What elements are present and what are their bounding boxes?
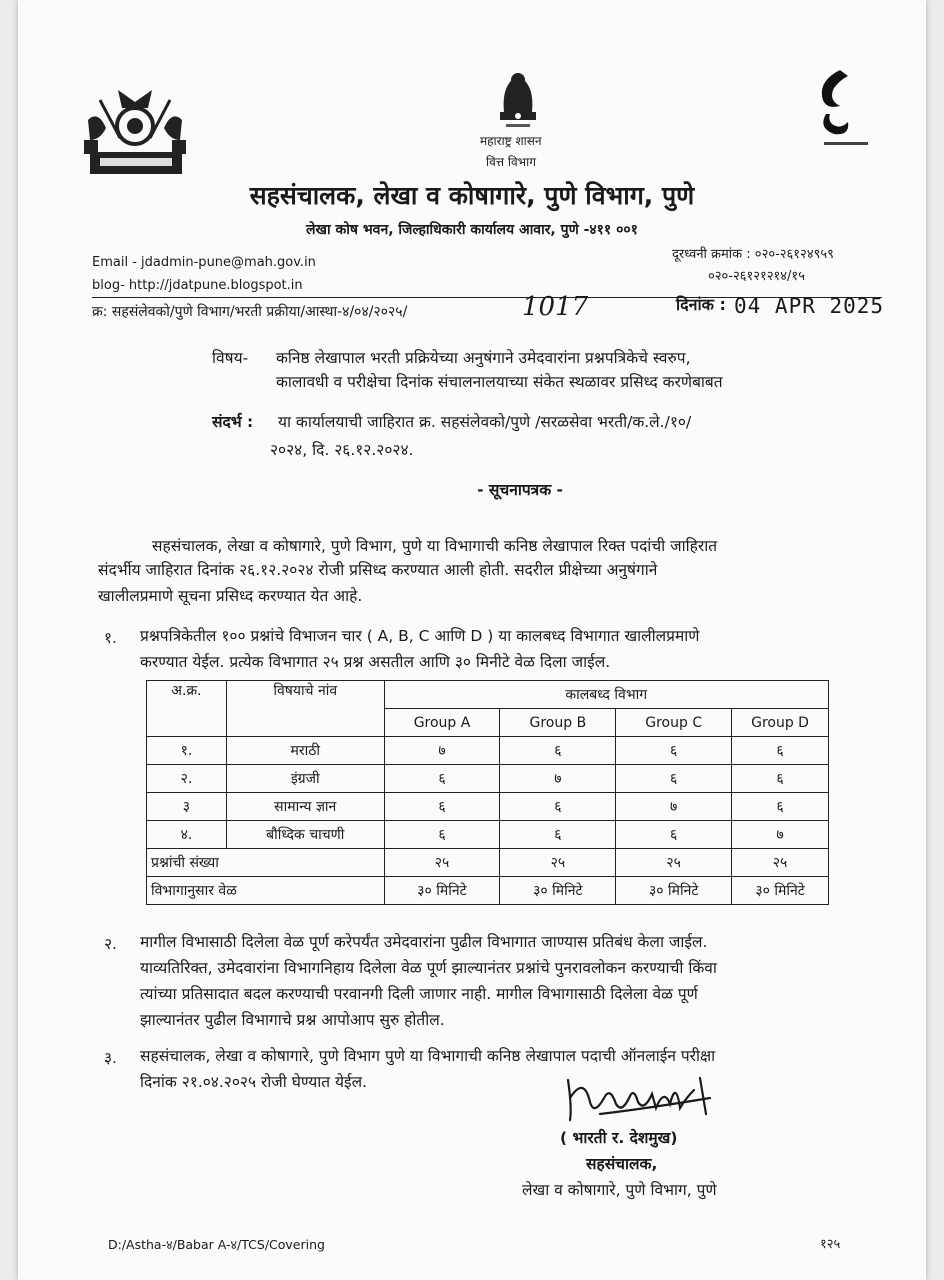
row-value: ६ [732,737,829,765]
national-emblem-logo [490,68,546,134]
total-label: प्रश्नांची संख्या [147,849,385,877]
table-header-subject: विषयाचे नांव [226,681,384,737]
reference-line-1: या कार्यालयाची जाहिरात क्र. सहसंलेवको/पुणे /सरळसेवा भरती/क.ले./१०/ [278,413,692,431]
table-header-section: कालबध्द विभाग [384,681,828,709]
table-header-sr: अ.क्र. [147,681,227,737]
row-value: ६ [616,821,732,849]
point-1-line-1: प्रश्नपत्रिकेतील १०० प्रश्नांचे विभाजन चार ( A, B, C आणि D ) या कालबध्द विभागात खालीलप्रमाणे [140,627,700,645]
intro-line-1: सहसंचालक, लेखा व कोषागारे, पुणे विभाग, पुणे या विभागाची कनिष्ठ लेखापाल रिक्त पदांची जाहिरात [152,537,718,555]
footer-page-number: १२५ [820,1237,841,1252]
row-value: ६ [500,793,616,821]
emblem-caption-department: वित्त विभाग [486,155,536,169]
row-value: ६ [384,821,500,849]
phone-number-2: ०२०-२६१२१२१४/१५ [708,269,805,284]
row-value: ७ [384,737,500,765]
signatory-name: ( भारती र. देशमुख) [560,1129,678,1147]
office-address: लेखा कोष भवन, जिल्हाधिकारी कार्यालय आवार, पुणे -४११ ००१ [306,222,638,238]
signatory-office: लेखा व कोषागारे, पुणे विभाग, पुणे [522,1181,717,1199]
point-1-number: १. [104,629,117,647]
total-value: २५ [732,849,829,877]
footer-file-reference: D:/Astha-४/Babar A-४/TCS/Covering [108,1237,325,1252]
date-label: दिनांक : [676,295,726,314]
table-row [147,765,829,793]
phone-number-1: दूरध्वनी क्रमांक : ०२०-२६१२४९५९ [672,247,834,262]
signatory-designation: सहसंचालक, [586,1155,658,1173]
point-2-line-2: याव्यतिरिक्त, उमेदवारांना विभागनिहाय दिलेला वेळ पूर्ण झाल्यानंतर प्रश्नांचे पुनरावलोकन करण्याची किंवा [140,959,717,977]
office-email: Email - jdadmin-pune@mah.gov.in [92,255,316,270]
row-subject: इंग्रजी [226,765,384,793]
subject-label: विषय- [212,349,249,367]
reference-number: क्र: सहसंलेवको/पुणे विभाग/भरती प्रक्रीया/आस्था-४/०४/२०२५/ [92,304,408,320]
table-header-group-b: Group B [500,709,616,737]
time-value: ३० मिनिटे [500,877,616,905]
total-value: २५ [384,849,500,877]
row-value: ६ [616,765,732,793]
row-value: ६ [384,765,500,793]
subject-line-1: कनिष्ठ लेखापाल भरती प्रक्रियेच्या अनुषंगाने उमेदवारांना प्रश्नपत्रिकेचे स्वरुप, [276,349,691,367]
row-value: ६ [732,793,829,821]
notice-heading: - सूचनापत्रक - [477,481,563,499]
table-total-row [147,849,829,877]
time-label: विभागानुसार वेळ [147,877,385,905]
date-stamp: 04 APR 2025 [734,294,885,318]
row-value: ६ [500,821,616,849]
table-row [147,821,829,849]
row-sr: २. [147,765,227,793]
organization-swirl-logo [800,66,870,154]
row-subject: सामान्य ज्ञान [226,793,384,821]
row-value: ७ [616,793,732,821]
handwritten-signature [560,1068,720,1126]
subject-line-2: कालावधी व परीक्षेचा दिनांक संचालनालयाच्या संकेत स्थळावर प्रसिध्द करणेबाबत [276,373,723,391]
office-title: सहसंचालक, लेखा व कोषागारे, पुणे विभाग, पुणे [249,181,695,210]
table-time-row [147,877,829,905]
table-header-group-a: Group A [384,709,500,737]
row-subject: मराठी [226,737,384,765]
intro-line-2: संदर्भीय जाहिरात दिनांक २६.१२.२०२४ रोजी प्रसिध्द करण्यात आली होती. सदरील प्रीक्षेच्या अनुषंगाने [98,561,658,579]
time-value: ३० मिनिटे [616,877,732,905]
reference-line-2: २०२४, दि. २६.१२.२०२४. [270,441,414,459]
office-blog: blog- http://jdatpune.blogspot.in [92,278,303,293]
district-crest-logo [80,80,190,180]
row-value: ६ [384,793,500,821]
point-3-line-2: दिनांक २१.०४.२०२५ रोजी घेण्यात येईल. [140,1073,368,1091]
table-header-group-c: Group C [616,709,732,737]
total-value: २५ [500,849,616,877]
time-value: ३० मिनिटे [384,877,500,905]
table-header-group-d: Group D [732,709,829,737]
table-row [147,793,829,821]
point-1-line-2: करण्यात येईल. प्रत्येक विभागात २५ प्रश्न असतील आणि ३० मिनीटे वेळ दिला जाईल. [140,653,611,671]
time-value: ३० मिनिटे [732,877,829,905]
handwritten-outward-number: 1017 [522,292,589,322]
row-sr: ३ [147,793,227,821]
row-value: ६ [616,737,732,765]
emblem-caption-state: महाराष्ट्र शासन [480,134,542,148]
section-distribution-table [146,680,829,905]
table-row [147,737,829,765]
point-3-number: ३. [104,1049,117,1067]
row-value: ७ [500,765,616,793]
intro-line-3: खालीलप्रमाणे सूचना प्रसिध्द करण्यात येत आहे. [98,587,363,605]
row-value: ६ [732,765,829,793]
reference-label: संदर्भ : [212,413,254,431]
row-sr: १. [147,737,227,765]
point-2-number: २. [104,935,117,953]
total-value: २५ [616,849,732,877]
row-subject: बौध्दिक चाचणी [226,821,384,849]
point-3-line-1: सहसंचालक, लेखा व कोषागारे, पुणे विभाग पुणे या विभागाची कनिष्ठ लेखापाल पदाची ऑनलाईन परीक्षा [140,1047,716,1065]
point-2-line-4: झाल्यानंतर पुढील विभागाचे प्रश्न आपोआप सुरु होतील. [140,1011,445,1029]
row-value: ६ [500,737,616,765]
point-2-line-3: त्यांच्या प्रतिसादात बदल करण्याची परवानगी दिली जाणार नाही. मागील विभागासाठी दिलेला वेळ पूर्ण [140,985,698,1003]
row-sr: ४. [147,821,227,849]
row-value: ७ [732,821,829,849]
point-2-line-1: मागील विभासाठी दिलेला वेळ पूर्ण करेपर्यंत उमेदवारांना पुढील विभागात जाण्यास प्रतिबंध केला जाईल. [140,933,708,951]
